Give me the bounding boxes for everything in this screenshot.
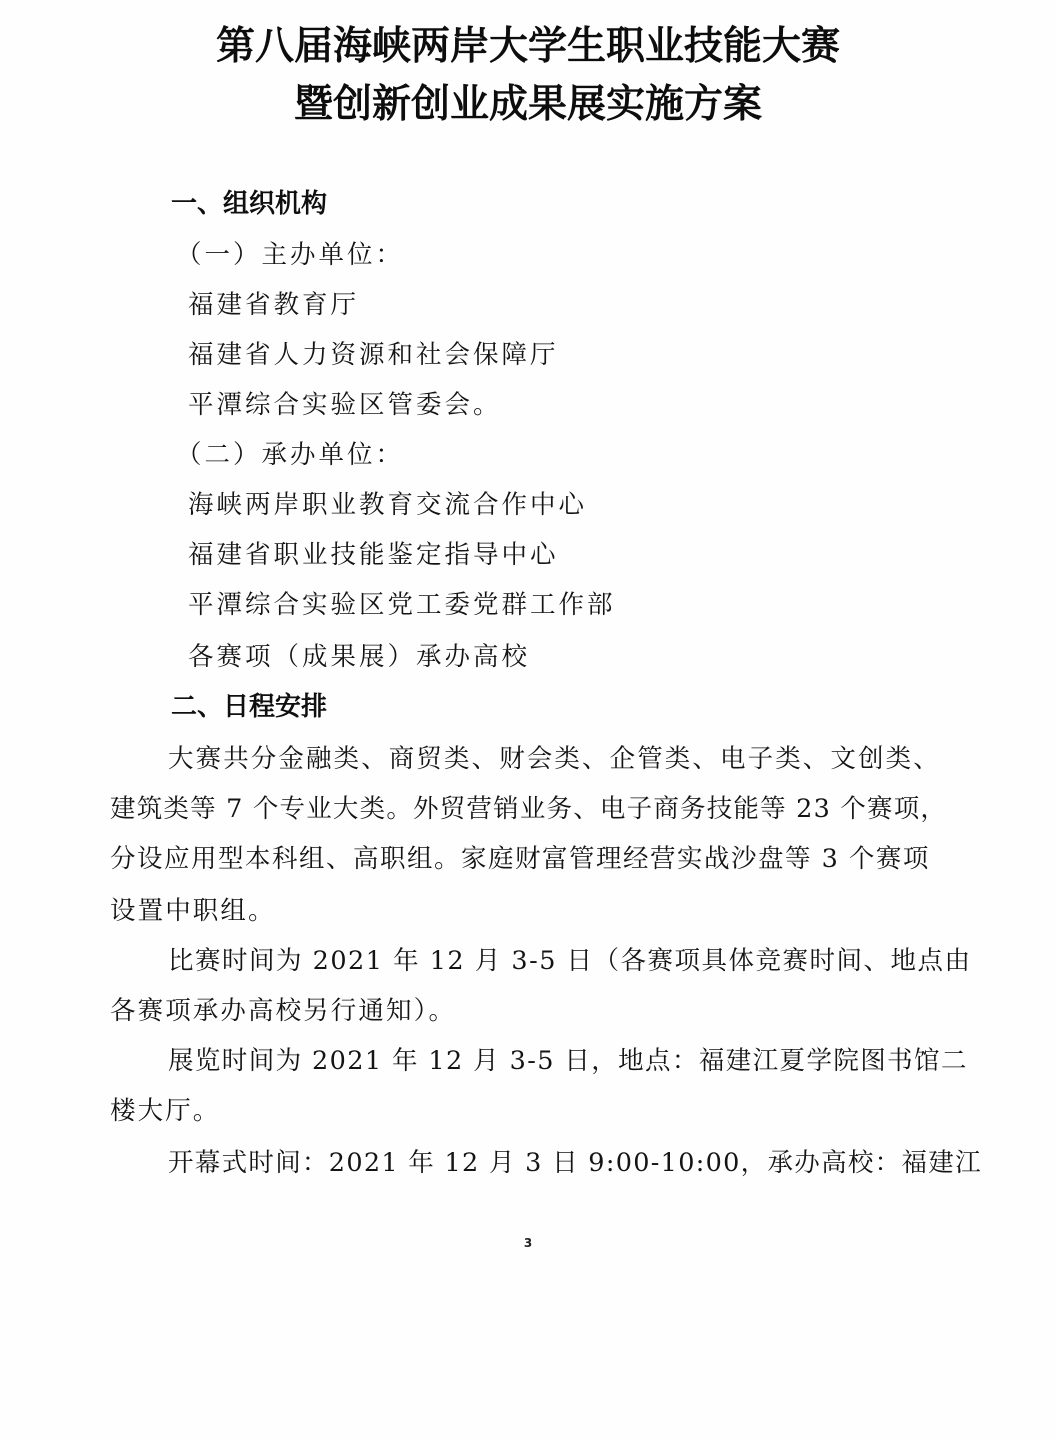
- paragraph-line: 分设应用型本科组、高职组。家庭财富管理经营实战沙盘等 3 个赛项: [110, 844, 930, 874]
- organizer-item: 各赛项（成果展）承办高校: [188, 642, 531, 672]
- paragraph-line: 建筑类等 7 个专业大类。外贸营销业务、电子商务技能等 23 个赛项，: [110, 794, 948, 824]
- paragraph-line: 开幕式时间：2021 年 12 月 3 日 9:00-10:00，承办高校：福建江: [168, 1148, 982, 1178]
- subsection-label-organizers: （二）承办单位：: [176, 440, 405, 470]
- organizer-item: 平潭综合实验区党工委党群工作部: [188, 590, 616, 620]
- host-item: 福建省人力资源和社会保障厅: [188, 340, 559, 370]
- document-title-line-1: 第八届海峡两岸大学生职业技能大赛: [215, 24, 840, 69]
- subsection-label-hosts: （一）主办单位：: [176, 240, 405, 270]
- paragraph-line: 大赛共分金融类、商贸类、财会类、企管类、电子类、文创类、: [168, 744, 941, 774]
- paragraph-line: 比赛时间为 2021 年 12 月 3-5 日（各赛项具体竞赛时间、地点由: [168, 946, 972, 976]
- document-title-line-2: 暨创新创业成果展实施方案: [293, 82, 762, 127]
- paragraph-line: 各赛项承办高校另行通知）。: [110, 996, 457, 1026]
- paragraph-line: 设置中职组。: [110, 896, 276, 926]
- host-item: 平潭综合实验区管委会。: [188, 390, 502, 420]
- section-heading-schedule: 二、日程安排: [171, 692, 328, 722]
- paragraph-line: 展览时间为 2021 年 12 月 3-5 日，地点：福建江夏学院图书馆二: [168, 1046, 968, 1076]
- host-item: 福建省教育厅: [188, 290, 360, 320]
- paragraph-line: 楼大厅。: [110, 1096, 221, 1126]
- page-number: 3: [523, 1236, 533, 1250]
- organizer-item: 海峡两岸职业教育交流合作中心: [188, 490, 588, 520]
- section-heading-organization: 一、组织机构: [171, 189, 328, 219]
- organizer-item: 福建省职业技能鉴定指导中心: [188, 540, 559, 570]
